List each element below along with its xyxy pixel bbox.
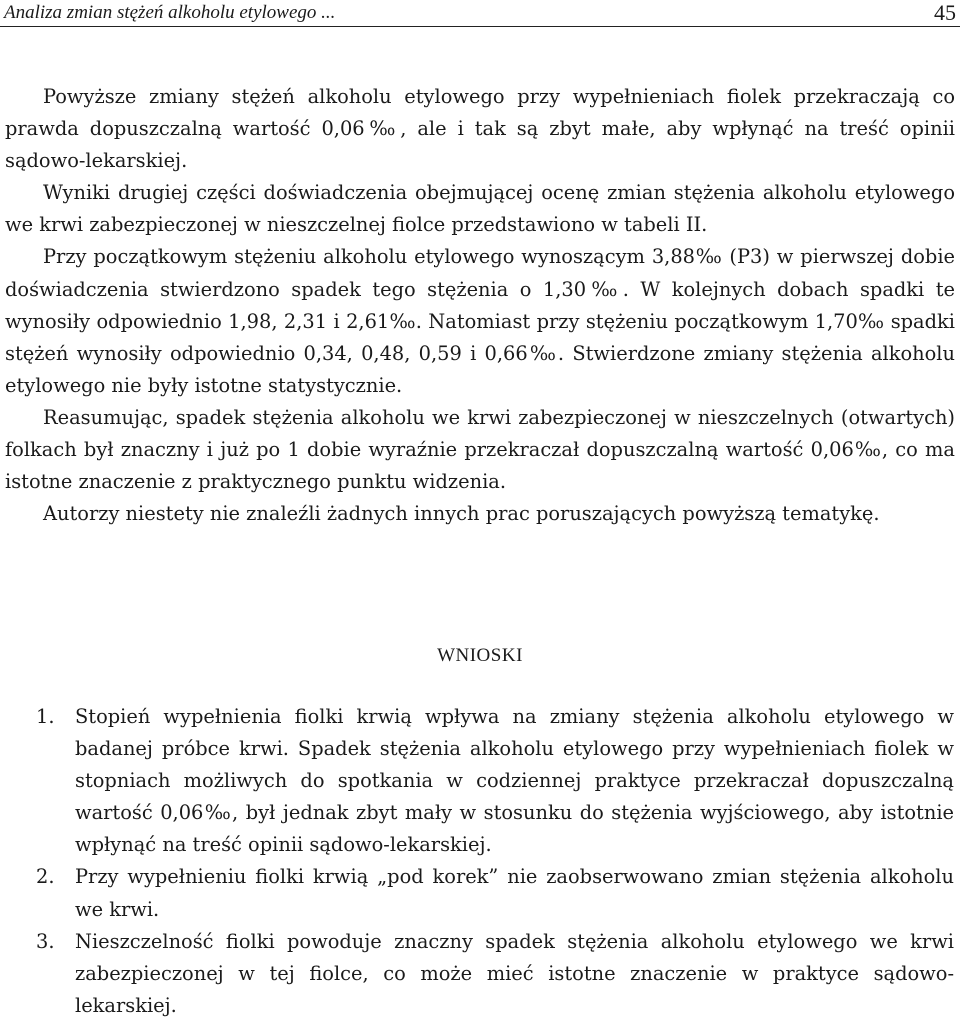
item-number: 3. <box>36 929 55 953</box>
item-text: Przy wypełnieniu fiolki krwią „pod korek” nie zaobserwowano zmian stężenia alkoholu we krwi. <box>75 865 954 921</box>
paragraph: Wyniki drugiej części doświadczenia obejmującej ocenę zmian stężenia alkoholu etylowego we krwi zabezpieczonej w nieszczelnej fiolce przedstawiono w tabeli II. <box>5 181 955 237</box>
paragraph: Autorzy niestety nie znaleźli żadnych innych prac poruszających powyższą tematykę. <box>43 502 880 526</box>
item-text: Stopień wypełnienia fiolki krwią wpływa na zmiany stężenia alkoholu etylowego w badanej próbce krwi. Spadek stężenia alkoholu etylowego przy wypełnieniach fiolek w stopniach możliwych do spotkania w codziennej praktyce przekraczał dopuszczalną wartość 0,06‰, był jednak zbyt mały w stosunku do stężenia wyjściowego, aby istotnie wpłynąć na treść opinii sądowo-lekarskiej. <box>75 705 954 857</box>
page-number: 45 <box>934 0 956 25</box>
conclusion-item <box>36 861 954 925</box>
body-text <box>5 81 955 530</box>
item-number: 2. <box>36 865 55 889</box>
running-title: Analiza zmian stężeń alkoholu etylowego ... <box>4 2 336 23</box>
running-header <box>0 0 960 27</box>
item-text: Nieszczelność fiolki powoduje znaczny spadek stężenia alkoholu etylowego we krwi zabezpieczonej w tej fiolce, co może mieć istotne znaczenie w praktyce sądowo-lekarskiej. <box>75 929 954 1017</box>
conclusion-item <box>36 926 954 1022</box>
item-number: 1. <box>36 705 55 728</box>
paragraph: Przy początkowym stężeniu alkoholu etylowego wynoszącym 3,88‰ (P3) w pierwszej dobie doświadczenia stwierdzono spadek tego stężenia o 1,30‰. W kolejnych dobach spadki te wynosiły odpowiednio 1,98, 2,31 i 2,61‰. Natomiast przy stężeniu początkowym 1,70‰ spadki stężeń wynosiły odpowiednio 0,34, 0,48, 0,59 i 0,66‰. Stwierdzone zmiany stężenia alkoholu etylowego nie były istotne statystycznie. <box>5 245 955 397</box>
section-heading: WNIOSKI <box>437 645 523 666</box>
conclusions-list <box>36 701 954 1022</box>
paragraph: Reasumując, spadek stężenia alkoholu we krwi zabezpieczonej w nieszczelnych (otwartych) folkach był znaczny i już po 1 dobie wyraźnie przekraczał dopuszczalną wartość 0,06‰, co ma istotne znaczenie z praktycznego punktu widzenia. <box>5 405 955 494</box>
conclusion-item <box>36 701 954 861</box>
paragraph: Powyższe zmiany stężeń alkoholu etylowego przy wypełnieniach fiolek przekraczają co prawda dopuszczalną wartość 0,06‰, ale i tak są zbyt małe, aby wpłynąć na treść opinii sądowo-lekarskiej. <box>5 85 955 173</box>
